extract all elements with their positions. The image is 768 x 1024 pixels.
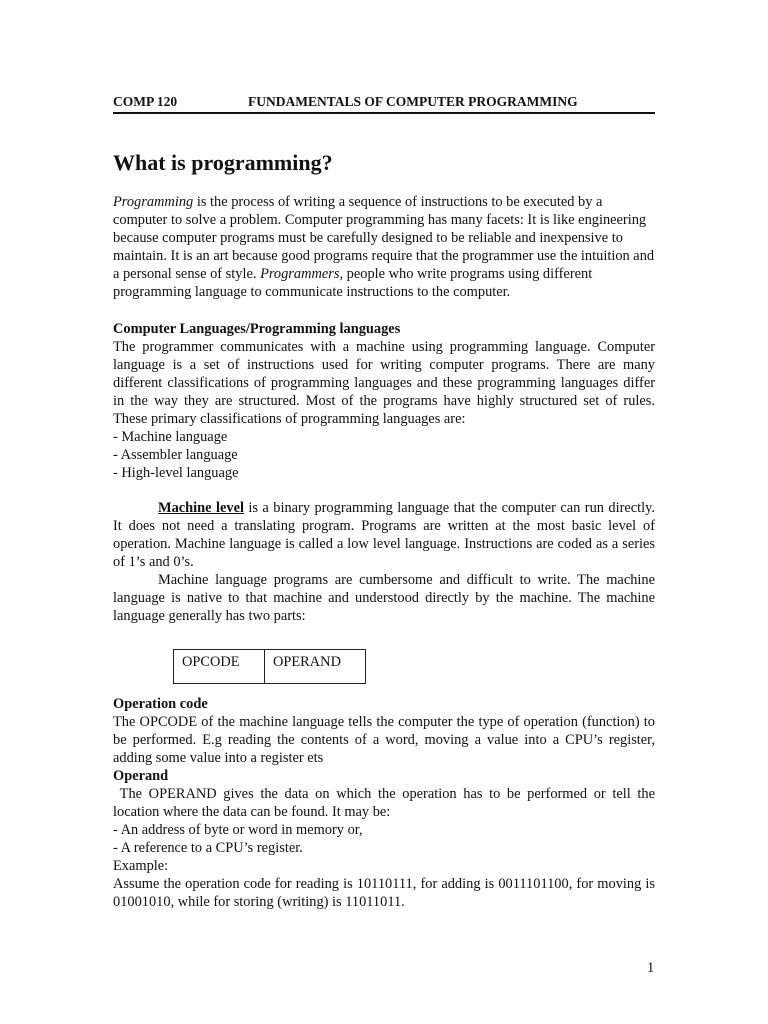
languages-body: The programmer communicates with a machine using programming language. Computer language is a set of instructions used for writing computer programs. There are many different classifications of programming languages and these programming languages differ in the way they are structured. Most of the programs have highly structured set of rules. These primary classifications of programming languages are:: [113, 339, 655, 427]
list-item: - Assembler language: [113, 447, 238, 463]
page-title: What is programming?: [113, 150, 333, 175]
languages-section: [113, 320, 655, 482]
operand-list: [113, 821, 655, 857]
page-number: 1: [647, 960, 655, 976]
example-body: Assume the operation code for reading is 10110111, for adding is 0011101100, for moving is 01001010, while for storing (writing) is 11011011.: [113, 876, 655, 910]
term-machine-level: Machine level: [158, 500, 244, 516]
page-header: [113, 94, 655, 114]
operand-cell: OPERAND: [265, 650, 366, 684]
languages-heading: Computer Languages/Programming languages: [113, 321, 401, 337]
machine-level-text: is a binary programming language that the computer can run directly. It does not need a translating program. Programs are written at the most basic level of operation. Machine language is called a low level language. Instructions are coded as a series of 1’s and 0’s.: [113, 500, 656, 570]
list-item: - High-level language: [113, 465, 239, 481]
machine-level-section: [113, 499, 655, 625]
machine-level-paragraph-2: Machine language programs are cumbersome and difficult to write. The machine language is native to that machine and understood directly by the machine. The machine language generally has two parts:: [113, 572, 655, 624]
list-item: - A reference to a CPU’s register.: [113, 840, 303, 856]
instruction-format-table: [173, 649, 366, 684]
operation-code-heading: Operation code: [113, 696, 208, 712]
opcode-cell: OPCODE: [174, 650, 265, 684]
course-title: FUNDAMENTALS OF COMPUTER PROGRAMMING: [248, 94, 578, 109]
list-item: - An address of byte or word in memory or,: [113, 822, 363, 838]
intro-text-2: , people who write programs using different programming language to communicate instructions to the computer.: [113, 266, 593, 300]
intro-text-1: is the process of writing a sequence of instructions to be executed by a computer to solve a problem. Computer programming has many facets: It is like engineering because computer programs must be carefully designed to be reliable and inexpensive to maintain. It is an art because good programs require that the programmer use the intuition and a personal sense of style.: [113, 194, 655, 282]
operation-code-body: The OPCODE of the machine language tells the computer the type of operation (function) to be performed. E.g reading the contents of a word, moving a value into a CPU’s register, adding some value into a register ets: [113, 714, 655, 766]
term-programmers: Programmers: [260, 266, 340, 282]
course-code: COMP 120: [113, 94, 178, 109]
operand-body: The OPERAND gives the data on which the operation has to be performed or tell the location where the data can be found. It may be:: [113, 786, 659, 820]
list-item: - Machine language: [113, 429, 228, 445]
table-row: [174, 650, 366, 684]
languages-list: [113, 428, 655, 482]
example-label: Example:: [113, 858, 169, 874]
operation-code-section: [113, 695, 659, 911]
machine-level-paragraph-1: [113, 499, 655, 571]
term-programming: Programming: [113, 194, 194, 210]
operand-heading: Operand: [113, 768, 169, 784]
intro-paragraph: [113, 193, 655, 301]
